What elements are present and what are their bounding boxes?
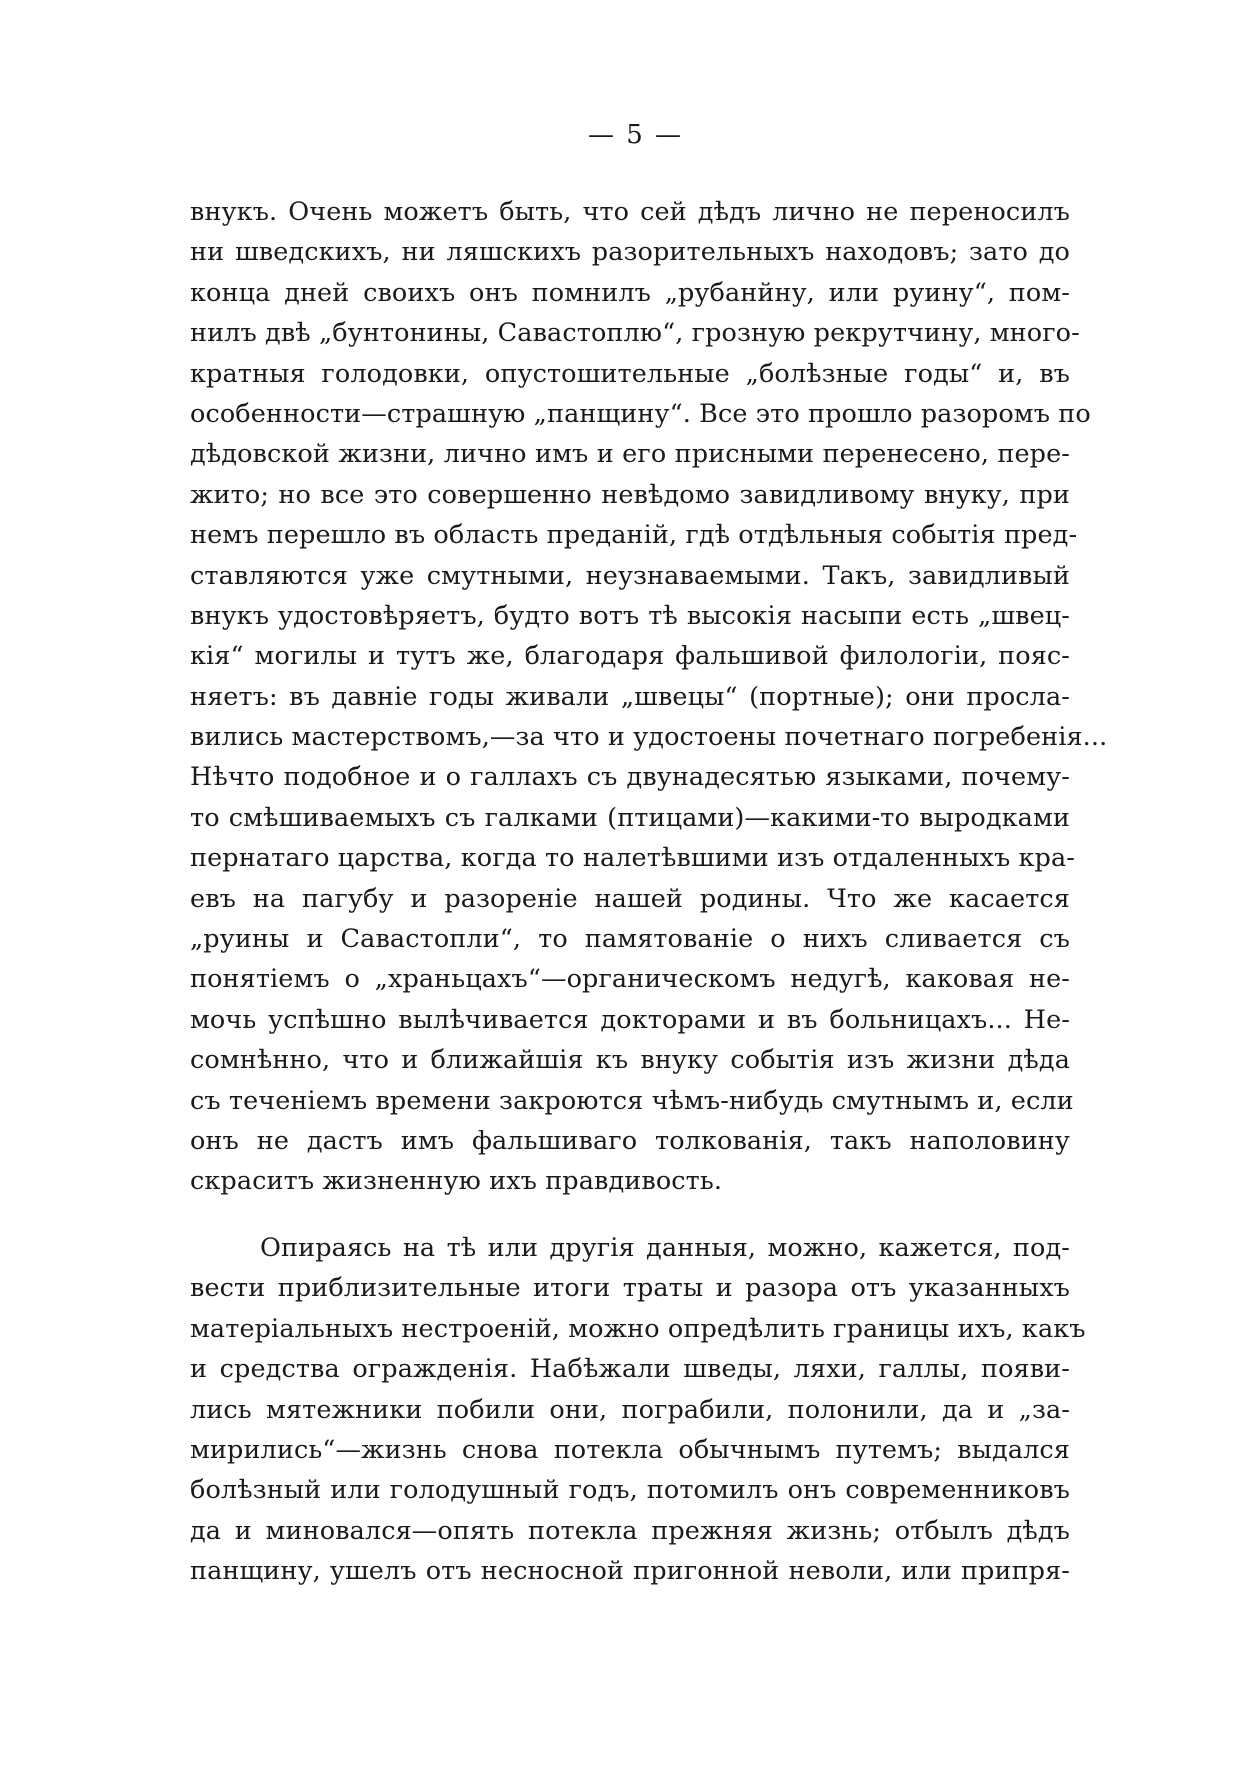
text-line: няетъ: въ давніе годы живали „швецы“ (портные); они просла- bbox=[190, 681, 1070, 712]
text-line: пернатаго царства, когда то налетѣвшими изъ отдаленныхъ кра- bbox=[190, 843, 1075, 874]
text-line: панщину, ушелъ отъ несносной пригонной неволи, или припря- bbox=[190, 1556, 1070, 1587]
text-line: матеріальныхъ нестроеній, можно опредѣлить границы ихъ, какъ bbox=[190, 1313, 1086, 1344]
text-line: лись мятежники побили они, пограбили, полонили, да и „за- bbox=[190, 1394, 1070, 1425]
paragraph-2 bbox=[190, 1228, 1086, 1592]
text-line: Опираясь на тѣ или другія данныя, можно, кажется, под- bbox=[260, 1233, 1070, 1263]
text-line: понятіемъ о „храньцахъ“—органическомъ недугѣ, каковая не- bbox=[190, 964, 1070, 995]
text-line: немъ перешло въ область преданій, гдѣ отдѣльныя событія пред- bbox=[190, 520, 1078, 551]
text-line: евъ на пагубу и разореніе нашей родины. Что же касается bbox=[190, 883, 1070, 914]
text-line: ставляются уже смутными, неузнаваемыми. Такъ, завидливый bbox=[190, 560, 1070, 591]
text-line: онъ не дастъ имъ фальшиваго толкованія, такъ наполовину bbox=[190, 1125, 1070, 1156]
text-line: ни шведскихъ, ни ляшскихъ разорительныхъ находовъ; зато до bbox=[190, 237, 1070, 268]
text-line: мирились“—жизнь снова потекла обычнымъ путемъ; выдался bbox=[190, 1434, 1070, 1465]
text-line: конца дней своихъ онъ помнилъ „рубанйну, или руину“, пом- bbox=[190, 277, 1070, 308]
text-line: скраситъ жизненную ихъ правдивость. bbox=[190, 1166, 723, 1197]
text-line: вились мастерствомъ,—за что и удостоены почетнаго погребенія... bbox=[190, 722, 1108, 753]
text-line: кія“ могилы и тутъ же, благодаря фальшивой филологіи, пояс- bbox=[190, 641, 1070, 672]
text-line: да и миновался—опять потекла прежняя жизнь; отбылъ дѣдъ bbox=[190, 1515, 1070, 1546]
text-line: кратныя голодовки, опустошительные „болѣзные годы“ и, въ bbox=[190, 358, 1070, 389]
page-number: — 5 — bbox=[587, 120, 684, 150]
text-line: то смѣшиваемыхъ съ галками (птицами)—какими-то выродками bbox=[190, 802, 1070, 833]
text-line: внукъ. Очень можетъ быть, что сей дѣдъ лично не переносилъ bbox=[190, 197, 1070, 227]
text-line: дѣдовской жизни, лично имъ и его присными перенесено, пере- bbox=[190, 439, 1070, 470]
text-line: внукъ удостовѣряетъ, будто вотъ тѣ высокія насыпи есть „швец- bbox=[190, 600, 1070, 631]
text-line: болѣзный или голодушный годъ, потомилъ онъ современниковъ bbox=[190, 1475, 1070, 1506]
text-line: мочь успѣшно вылѣчивается докторами и въ больницахъ... Не- bbox=[190, 1004, 1070, 1035]
text-line: вести приблизительные итоги траты и разора отъ указанныхъ bbox=[190, 1273, 1070, 1304]
text-line: жито; но все это совершенно невѣдомо завидливому внуку, при bbox=[190, 479, 1070, 510]
text-line: особенности—страшную „панщину“. Все это прошло разоромъ по bbox=[190, 398, 1091, 429]
text-line: нилъ двѣ „бунтонины, Савастоплю“, грозную рекрутчину, много- bbox=[190, 318, 1080, 349]
text-line: съ теченіемъ времени закроются чѣмъ-нибудь смутнымъ и, если bbox=[190, 1085, 1074, 1116]
text-line: и средства огражденія. Набѣжали шведы, ляхи, галлы, появи- bbox=[190, 1354, 1070, 1385]
paragraph-1 bbox=[190, 192, 1108, 1202]
text-line: сомнѣнно, что и ближайшія къ внуку событія изъ жизни дѣда bbox=[190, 1045, 1070, 1076]
text-line: Нѣчто подобное и о галлахъ съ двунадесятью языками, почему- bbox=[190, 762, 1070, 793]
text-line: „руины и Савастопли“, то памятованіе о нихъ сливается съ bbox=[190, 924, 1070, 955]
